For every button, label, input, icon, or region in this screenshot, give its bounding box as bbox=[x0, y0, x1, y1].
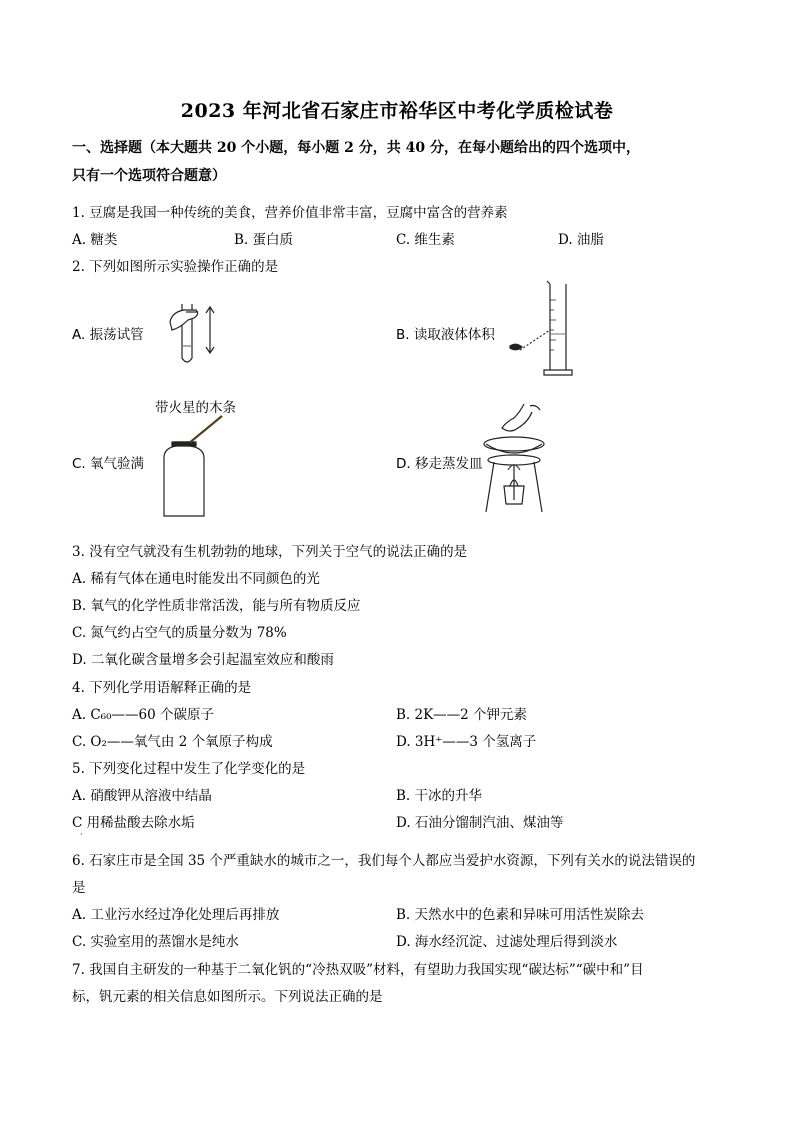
question-3-option-b: B. 氧气的化学性质非常活泼，能与所有物质反应 bbox=[72, 598, 361, 614]
question-3-option-a: A. 稀有气体在通电时能发出不同颜色的光 bbox=[72, 571, 320, 587]
question-6-option-d: D. 海水经沉淀、过滤处理后得到淡水 bbox=[396, 934, 618, 950]
question-6-option-a: A. 工业污水经过净化处理后再排放 bbox=[72, 907, 280, 923]
question-2-stem: 2. 下列如图所示实验操作正确的是 bbox=[72, 259, 279, 275]
question-4-option-a: A. C₆₀——60 个碳原子 bbox=[72, 707, 214, 723]
oxygen-test-figure bbox=[160, 412, 240, 522]
question-4-option-c: C. O₂——氧气由 2 个氧原子构成 bbox=[72, 734, 273, 750]
question-4-option-b: B. 2K——2 个钾元素 bbox=[396, 707, 528, 723]
question-5-option-b: B. 干冰的升华 bbox=[396, 788, 483, 804]
question-1-option-d: D. 油脂 bbox=[558, 232, 604, 248]
question-1-option-c: C. 维生素 bbox=[396, 232, 455, 248]
question-3-option-c: C. 氮气约占空气的质量分数为 78% bbox=[72, 625, 287, 641]
question-3-option-d: D. 二氧化碳含量增多会引起温室效应和酸雨 bbox=[72, 652, 334, 668]
question-2-option-d: D. 移走蒸发皿 bbox=[396, 456, 483, 472]
question-5-option-d: D. 石油分馏制汽油、煤油等 bbox=[396, 815, 564, 831]
evaporating-dish-figure bbox=[480, 400, 560, 520]
question-2-option-a: A. 振荡试管 bbox=[72, 327, 144, 343]
question-1-option-a: A. 糖类 bbox=[72, 232, 118, 248]
question-1-option-b: B. 蛋白质 bbox=[234, 232, 294, 248]
question-3-stem: 3. 没有空气就没有生机勃勃的地球，下列关于空气的说法正确的是 bbox=[72, 544, 468, 560]
question-4-stem: 4. 下列化学用语解释正确的是 bbox=[72, 680, 252, 696]
exam-title: 2023 年河北省石家庄市裕华区中考化学质检试卷 bbox=[180, 100, 614, 122]
question-2-figure-caption: 带火星的木条 bbox=[155, 400, 236, 416]
question-2-option-c: C. 氧气验满 bbox=[72, 456, 145, 472]
question-6-option-c: C. 实验室用的蒸馏水是纯水 bbox=[72, 934, 239, 950]
question-5-option-a: A. 硝酸钾从溶液中结晶 bbox=[72, 788, 212, 804]
question-5-stem: 5. 下列变化过程中发生了化学变化的是 bbox=[72, 761, 306, 777]
question-6-stem-line2: 是 bbox=[72, 880, 86, 896]
graduated-cylinder-figure bbox=[500, 280, 590, 380]
page-dot: · bbox=[80, 830, 83, 839]
question-4-option-d: D. 3H⁺——3 个氢离子 bbox=[396, 734, 537, 750]
section-heading-line1: 一、选择题（本大题共 20 个小题，每小题 2 分，共 40 分，在每小题给出的四个选项中， bbox=[72, 140, 640, 156]
question-6-option-b: B. 天然水中的色素和异味可用活性炭除去 bbox=[396, 907, 645, 923]
question-2-option-b: B. 读取液体体积 bbox=[396, 327, 495, 343]
question-7-stem-line1: 7. 我国自主研发的一种基于二氧化钒的“冷热双吸”材料，有望助力我国实现“碳达标”“碳中和”目 bbox=[72, 962, 644, 978]
section-heading-line2: 只有一个选项符合题意） bbox=[72, 168, 226, 184]
shake-test-tube-figure bbox=[150, 300, 230, 375]
question-7-stem-line2: 标，钒元素的相关信息如图所示。下列说法正确的是 bbox=[72, 989, 383, 1005]
question-5-option-c: C 用稀盐酸去除水垢 bbox=[72, 815, 195, 831]
question-1-stem: 1. 豆腐是我国一种传统的美食，营养价值非常丰富，豆腐中富含的营养素 bbox=[72, 205, 508, 221]
question-6-stem-line1: 6. 石家庄市是全国 35 个严重缺水的城市之一，我们每个人都应当爱护水资源，下列有关水的说法错误的 bbox=[72, 853, 696, 869]
